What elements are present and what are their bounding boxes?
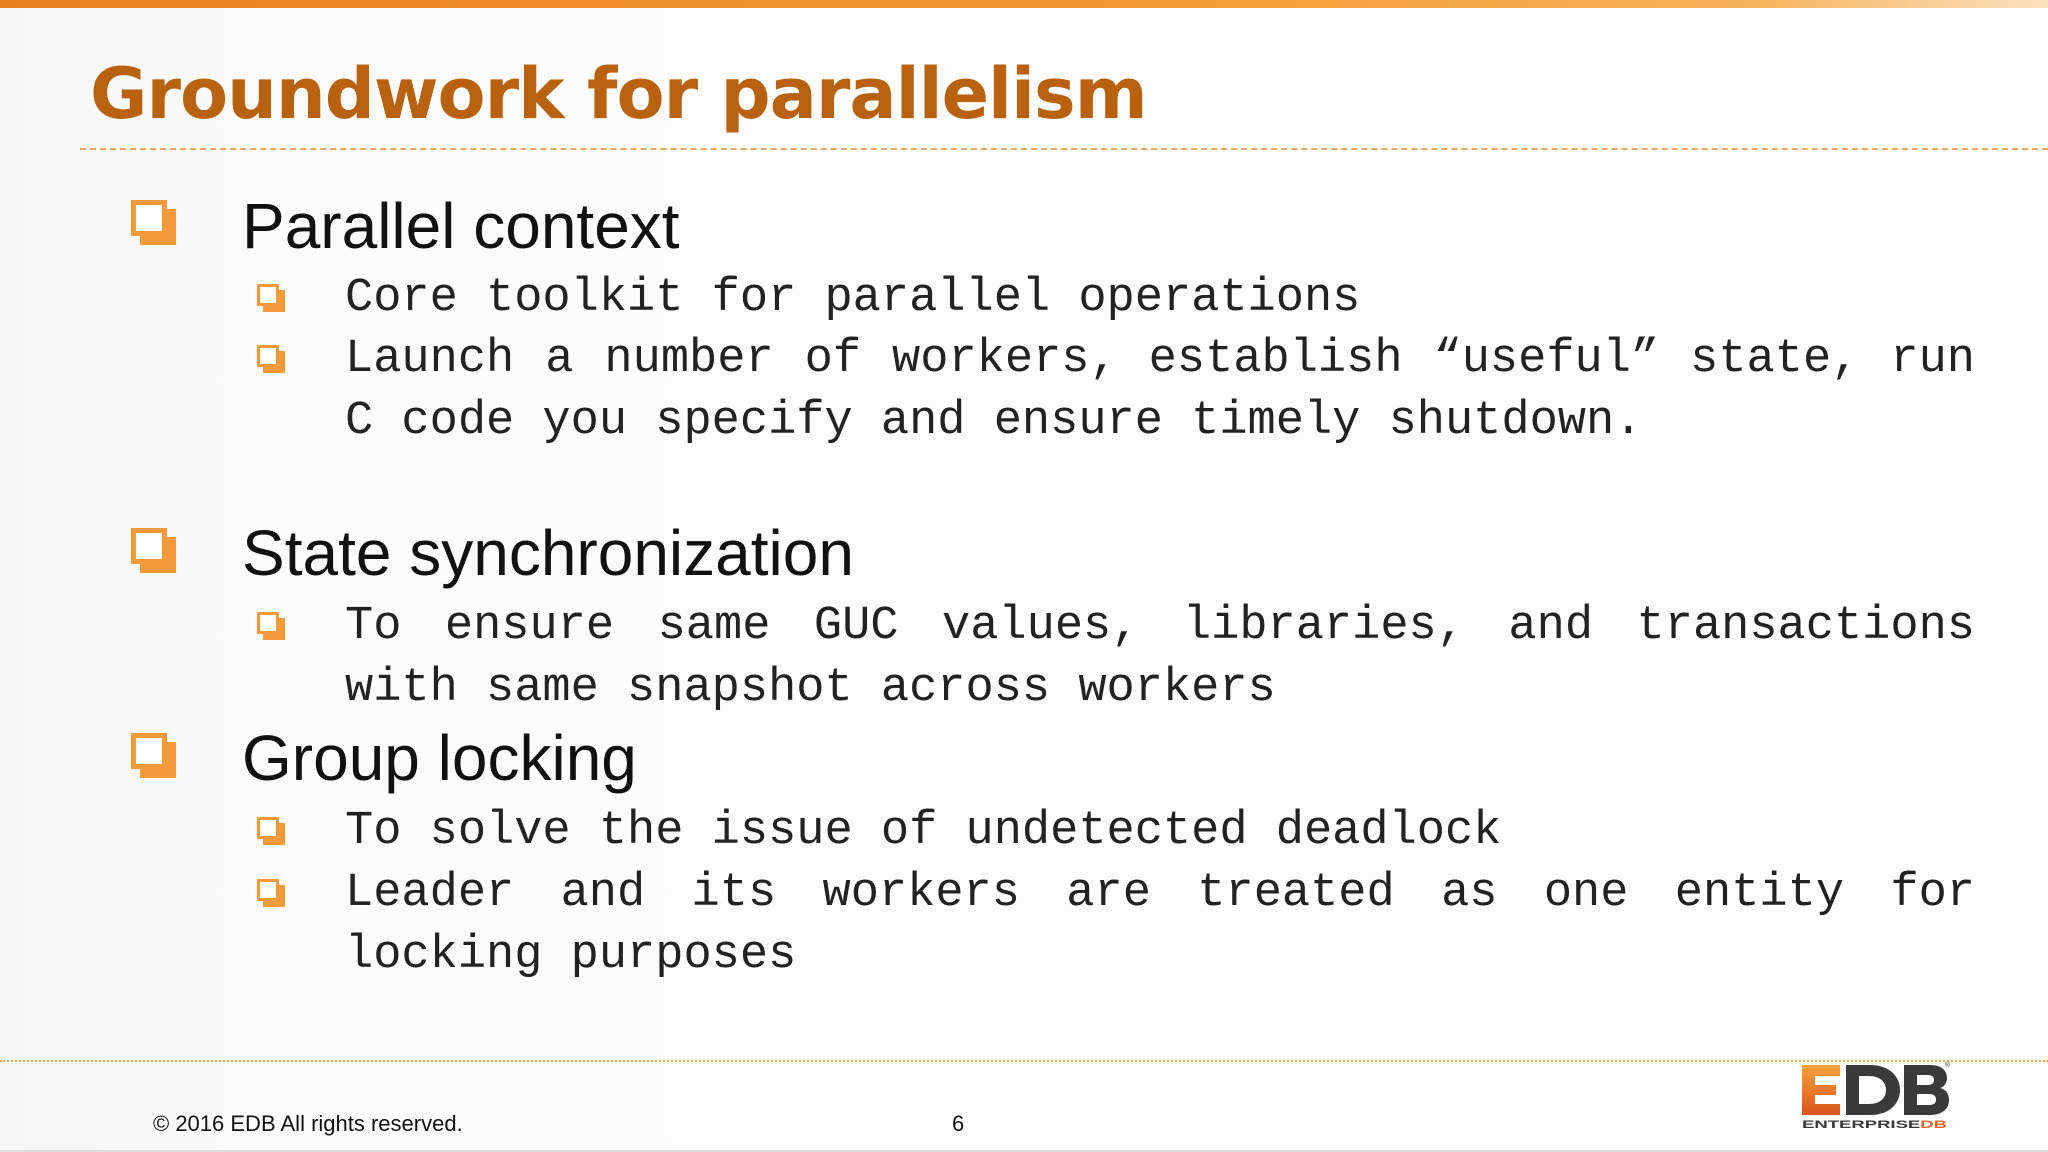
section-heading-group-locking: Group locking [242,722,637,794]
top-accent-bar [0,0,2048,8]
bullet-text: Core toolkit for parallel operations [345,272,1361,325]
bullet-text: To ensure same GUC values, libraries, and transactions with same snapshot across workers [345,600,1975,715]
svg-text:®: ® [1944,1062,1950,1069]
checkbox-bullet-icon [131,528,175,572]
section-heading-parallel-context: Parallel context [242,190,680,262]
checkbox-bullet-icon [131,733,175,777]
checkbox-bullet-icon [257,345,285,373]
slide-title: Groundwork for parallelism [90,53,1147,135]
title-divider [80,148,2048,150]
checkbox-bullet-icon [257,879,285,907]
edb-logo-icon [1800,1060,1950,1130]
checkbox-bullet-icon [257,612,285,640]
section-heading-state-synchronization: State synchronization [242,517,854,589]
checkbox-bullet-icon [257,284,285,312]
footer-divider [0,1060,2048,1062]
logo-subtext: ENTERPRISE DB [1802,1119,1937,1130]
bullet-text: Leader and its workers are treated as one entity for locking purposes [345,867,1975,982]
checkbox-bullet-icon [131,200,175,244]
page-number: 6 [952,1111,965,1136]
copyright-text: © 2016 EDB All rights reserved. [153,1111,463,1136]
checkbox-bullet-icon [257,817,285,845]
bullet-text: To solve the issue of undetected deadlock [345,805,1502,858]
bullet-text: Launch a number of workers, establish “useful” state, run C code you specify and ensure timely shutdown. [345,333,1975,448]
